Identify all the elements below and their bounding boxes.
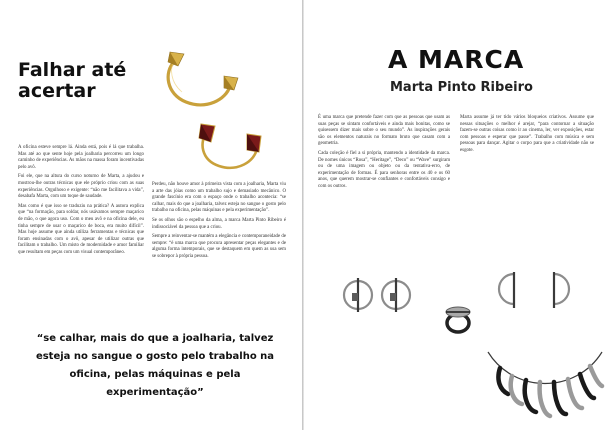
paragraph: Marta assume já ter tido vários bloqueios criativos. Assume que nessas situações o melhor é arejar, “para contornar a situação fazem-se outras coisas como ir ao cinema, ler, ver exposições, estar com pessoas e esperar que passe”. Trabalho com música e sem pessoas para dançar. Agitar o corpo para que a criatividade não se esgote.	[460, 115, 594, 153]
paragraph: A oficina esteve sempre lá. Ainda está, pois é lá que trabalha. Mas até ao que sente hoje pela joalharia percorreu um longo caminho de experiências. As mãos na massa foram incentivadas pelo avô.	[18, 145, 144, 170]
gold-cuff-bracelet-image	[160, 42, 240, 112]
paragraph: É uma marca que pretende fazer com que as pessoas que usam as suas peças se sintam confortáveis e ainda mais bonitas, como se quisessem dizer mais sobre o seu mundo”. As inspirações gerais são os elementos naturais no formato bruto que casam com a geometria.	[318, 115, 450, 147]
paragraph: Perdeu, não houve amor à primeira vista com a joalharia, Marta viu a arte das jóias como um trabalho sujo e demasiado mecânico. O grande fascínio era com o espaço onde o trabalho acontecia: “se calhar, mais do que a joalharia, talvez esteja no sangue o gosto pelo trabalho na oficina, pelas máquinas e pela experimentação”.	[152, 182, 286, 214]
left-column-1	[18, 145, 144, 260]
paragraph: Cada coleção é fiel a si própria, mantendo a identidade da marca. De nomes únicos “Rosa”, “Heritage”, “Deco” ou “Wave” surgiram ou de uma imagem ou objeto ou da tentativa-erro, de experimentação de formas. É para senhoras entre os 40 e os 60 anos, que querem mostrar-se confiantes e confortáveis consigo e com os outros.	[318, 150, 450, 189]
left-column-2	[152, 182, 286, 264]
paragraph: Foi ele, que na altura do curso noturno de Marta, a ajudou e mostrou-lhe outras técnicas que ele próprio criou com as suas experiências. Orgulhoso e exigente: “não me facilitava a vida”, desabafa Marta, com um toque de saudade.	[18, 174, 144, 200]
brand-title: A MARCA	[388, 45, 525, 74]
left-page	[0, 0, 302, 430]
garnet-cuff-bracelet-image	[195, 118, 265, 176]
silver-earrings-left-image	[338, 268, 418, 318]
brand-subtitle: Marta Pinto Ribeiro	[390, 80, 533, 95]
right-page	[304, 0, 606, 430]
silver-earrings-right-image	[492, 262, 576, 316]
paragraph: Se os olhos são o espelho da alma, a marca Marta Pinto Ribeiro é indissociável da pessoa que a criou.	[152, 217, 286, 230]
right-column-2	[460, 115, 594, 158]
right-column-1	[318, 115, 450, 194]
pull-quote: “se calhar, mais do que a joalharia, talvez esteja no sangue o gosto pelo trabalho na oficina, pelas máquinas e pela experimentação”	[35, 333, 275, 398]
page-headline: Falhar até acertar	[18, 59, 127, 102]
paragraph: Sempre a reinventar-se mantém a elegância e contemporaneidade de sempre: “é uma marca que procura apresentar peças elegantes e de alguma forma intemporais, que se destaquem em quem as usa sem se sobrepor à própria pessoa.	[152, 234, 286, 259]
statement-necklace-image	[484, 342, 606, 430]
paragraph: Mas como é que isso se traduziu na prática? A autora explica que “na formação, para soldar, nós usávamos sempre maçarico de mão, o que agora uso. Com o meu avô e na oficina dele, eu tinha sempre de usar o maçarico de boca, era muito difícil”. Mas hoje assume que ainda utiliza ferramentas e técnicas que foram ensinadas com o avô, apesar de utilizar outras que facilitam o trabalho. Um misto de modernidade e amor familiar que resultam em peças com um visual contemporâneo.	[18, 203, 144, 255]
silver-ring-image	[438, 298, 478, 338]
